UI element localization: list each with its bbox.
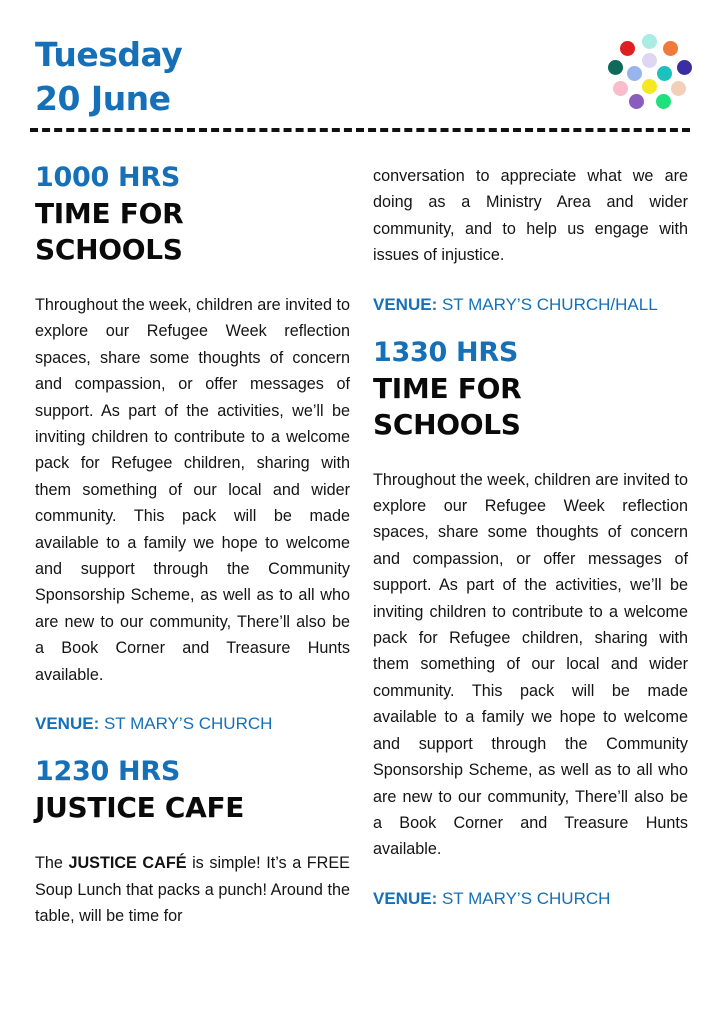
logo-dot [613,81,628,96]
event-title-line: SCHOOLS [35,233,183,266]
event-time: 1230 HRS [35,756,180,788]
event-title-line: JUSTICE CAFE [35,791,245,825]
venue-name: ST MARY’S CHURCH [103,714,273,734]
venue-name: ST MARY’S CHURCH/HALL [441,294,658,314]
logo-dot [677,60,692,75]
event-title-line: TIME FOR [373,371,522,405]
right-column [373,163,688,929]
event-1000 [35,160,350,736]
event-description [35,850,350,929]
left-column [35,160,350,929]
logo-dot [671,81,686,96]
day-heading: Tuesday [35,35,183,74]
logo-dot [627,66,642,81]
venue-label: VENUE: [35,714,100,734]
desc-bold: JUSTICE CAFÉ [68,854,187,873]
logo-dot [656,94,671,109]
event-1230-continued [373,163,688,317]
logo-dot [642,79,657,94]
venue-name: ST MARY’S CHURCH [441,888,611,908]
event-description: Throughout the week, children are invited to explore our Refugee Week reflection spaces, share some thoughts of concern and compassion, or offer messages of support. As part of the activities, we’ll be inviting children to contribute to a welcome pack for Refugee children, sharing with them something of our local and wider community. This pack will be made available to a family we hope to welcome and support through the Community Sponsorship Scheme, as well as to all who are new to our community, There’ll also be a Book Corner and Treasure Hunts available. [35,296,350,684]
logo-dot [642,53,657,68]
event-title-line: SCHOOLS [373,407,521,441]
event-time: 1330 HRS [373,336,518,368]
logo-dot [642,34,657,49]
event-venue [35,712,350,736]
desc-suffix: is simple! It’s a FREE Soup Lunch that packs a punch! Around the table, will be time for [35,854,350,925]
event-venue [373,887,688,911]
event-venue [373,293,688,317]
event-description-continued: conversation to appreciate what we are doing as a Ministry Area and wider community, and to help us engage with issues of injustice. [373,167,688,265]
venue-label: VENUE: [373,888,438,908]
dashed-divider [30,128,690,132]
event-description: Throughout the week, children are invited to explore our Refugee Week reflection spaces, share some thoughts of concern and compassion, or offer messages of support. As part of the activities, we’ll be inviting children to contribute to a welcome pack for Refugee children, sharing with them something of our local and wider community. This pack will be made available to a family we hope to welcome and support through the Community Sponsorship Scheme, as well as to all who are new to our community, There’ll also be a Book Corner and Treasure Hunts available. [373,470,688,859]
page-header [35,33,182,121]
event-title-line: TIME FOR [35,197,184,230]
logo-dot [657,66,672,81]
logo-dot [608,60,623,75]
date-heading: 20 June [35,79,171,118]
event-1330 [373,335,688,911]
event-1230 [35,754,350,929]
event-time: 1000 HRS [35,162,180,193]
desc-prefix: The [35,854,69,873]
venue-label: VENUE: [373,294,438,314]
logo-dot [629,94,644,109]
logo-dot [620,41,635,56]
logo-dot [663,41,678,56]
refugee-week-logo [605,30,697,112]
